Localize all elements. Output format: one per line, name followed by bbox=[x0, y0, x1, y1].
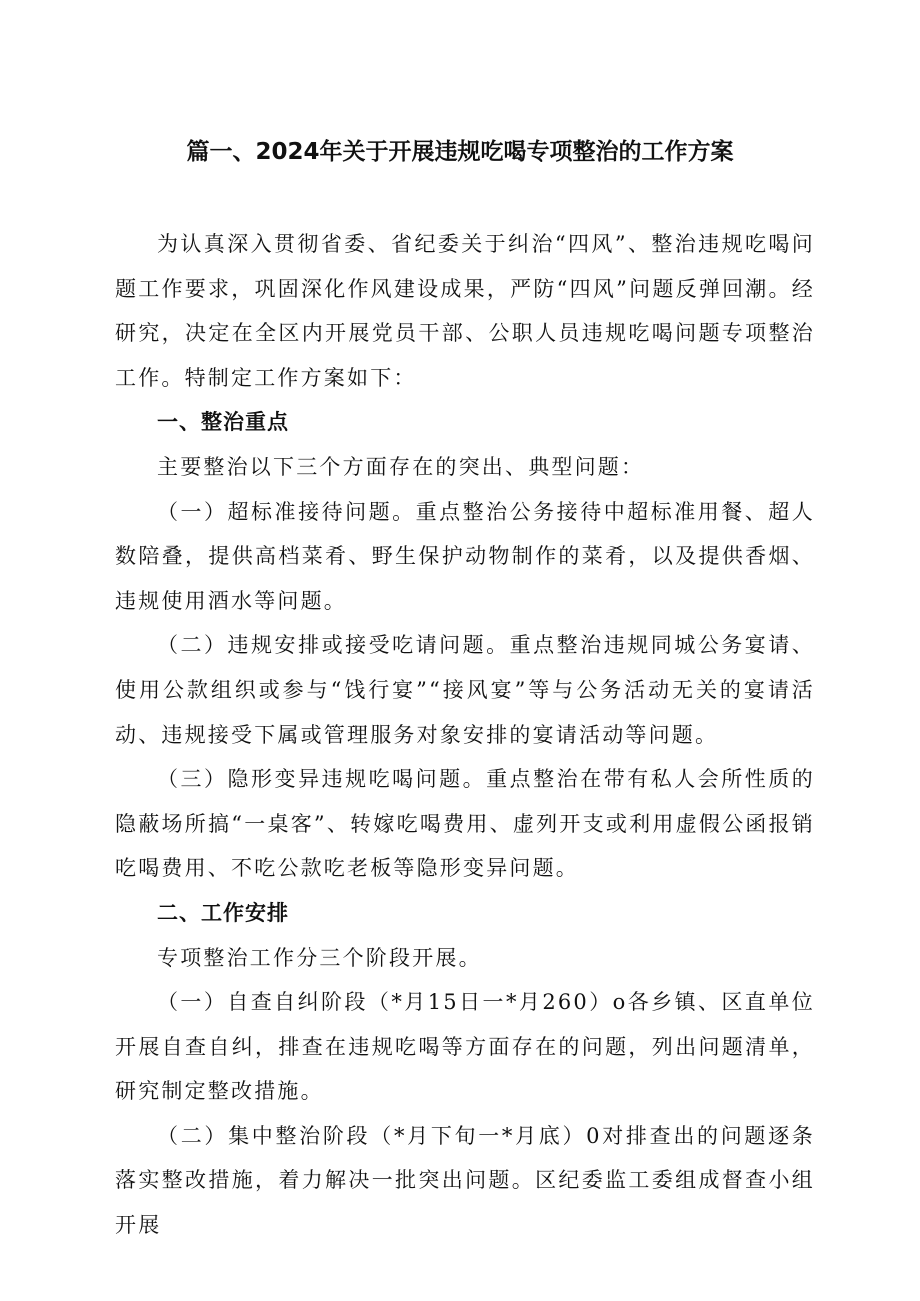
focus-item-3: （三）隐形变异违规吃喝问题。重点整治在带有私人会所性质的隐蔽场所搞“一桌客”、转嫁吃喝费用、虚列开支或利用虚假公函报销吃喝费用、不吃公款吃老板等隐形变异问题。 bbox=[115, 767, 815, 881]
document-title: 篇一、2024年关于开展违规吃喝专项整治的工作方案 bbox=[186, 139, 734, 165]
focus-item-1: （一）超标准接待问题。重点整治公务接待中超标准用餐、超人数陪叠，提供高档菜肴、野生保护动物制作的菜肴，以及提供香烟、违规使用酒水等问题。 bbox=[115, 499, 815, 613]
section-lead-focus: 主要整治以下三个方面存在的突出、典型问题： bbox=[157, 454, 645, 479]
arrangement-item-1: （一）自查自纠阶段（*月15日一*月260）o各乡镇、区直单位开展自查自纠，排查在违规吃喝等方面存在的问题，列出问题清单，研究制定整改措施。 bbox=[115, 990, 815, 1104]
intro-paragraph: 为认真深入贯彻省委、省纪委关于纠治“四风”、整治违规吃喝问题工作要求，巩固深化作风建设成果，严防“四风”问题反弹回潮。经研究，决定在全区内开展党员干部、公职人员违规吃喝问题专项整治工作。特制定工作方案如下： bbox=[115, 232, 815, 390]
section-heading-focus: 一、整治重点 bbox=[157, 410, 289, 435]
focus-item-2: （二）违规安排或接受吃请问题。重点整治违规同城公务宴请、使用公款组织或参与“饯行宴”“接风宴”等与公务活动无关的宴请活动、违规接受下属或管理服务对象安排的宴请活动等问题。 bbox=[115, 633, 815, 747]
section-lead-arrangement: 专项整治工作分三个阶段开展。 bbox=[157, 945, 482, 970]
section-heading-arrangement: 二、工作安排 bbox=[157, 900, 289, 925]
document-body bbox=[115, 222, 815, 1248]
arrangement-item-2: （二）集中整治阶段（*月下旬一*月底）0对排查出的问题逐条落实整改措施，着力解决一批突出问题。区纪委监工委组成督查小组开展 bbox=[115, 1123, 815, 1238]
